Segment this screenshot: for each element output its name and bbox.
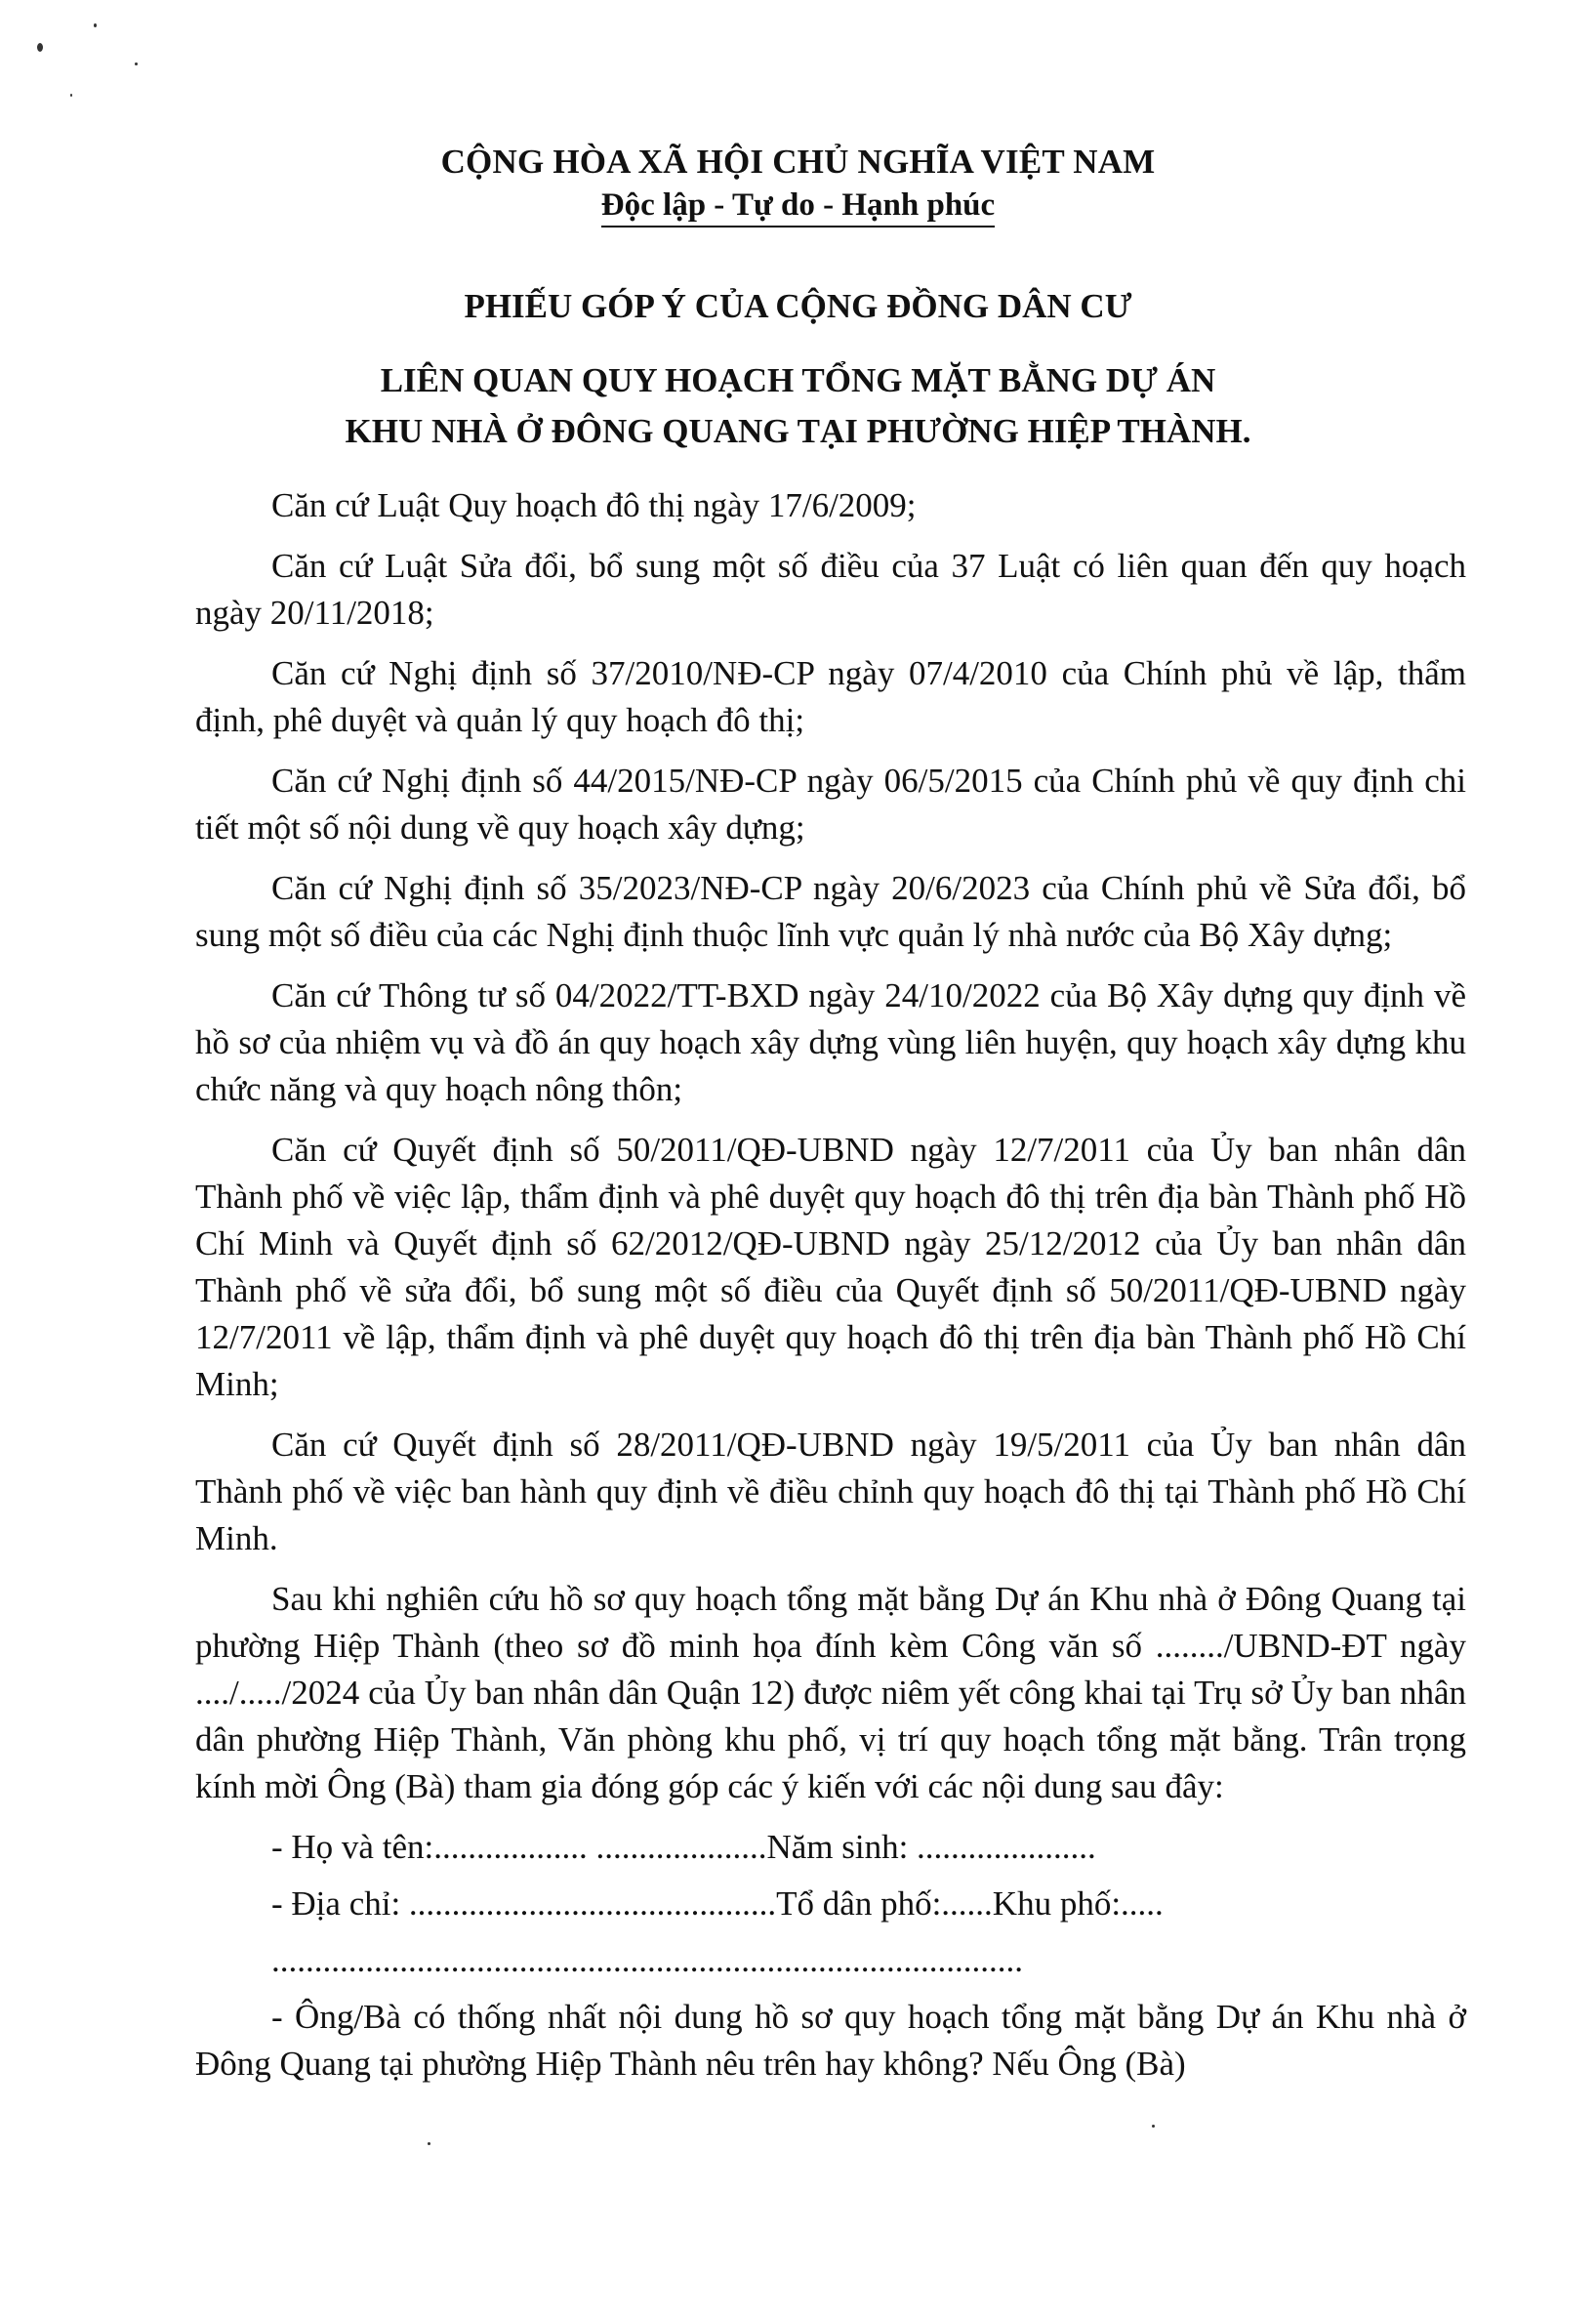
form-title: PHIẾU GÓP Ý CỦA CỘNG ĐỒNG DÂN CƯ: [464, 287, 1132, 325]
scan-speck: [135, 62, 138, 65]
legal-basis-paragraph: Căn cứ Thông tư số 04/2022/TT-BXD ngày 24/10/2022 của Bộ Xây dựng quy định về hồ sơ của nhiệm vụ và đồ án quy hoạch xây dựng vùng liên huyện, quy hoạch xây dựng khu chức năng và quy hoạch nông thôn;: [195, 976, 1466, 1108]
invitation-paragraph: Sau khi nghiên cứu hồ sơ quy hoạch tổng mặt bằng Dự án Khu nhà ở Đông Quang tại phường Hiệp Thành (theo sơ đồ minh họa đính kèm Công văn số ......../UBND-ĐT ngày ..../...../2024 của Ủy ban nhân dân Quận 12) được niêm yết công khai tại Trụ sở Ủy ban nhân dân phường Hiệp Thành, Văn phòng khu phố, vị trí quy hoạch tổng mặt bằng. Trân trọng kính mời Ông (Bà) tham gia đóng góp các ý kiến với các nội dung sau đây:: [195, 1580, 1466, 1805]
legal-basis-paragraph: Căn cứ Luật Sửa đổi, bổ sung một số điều của 37 Luật có liên quan đến quy hoạch ngày 20/11/2018;: [195, 547, 1466, 632]
legal-basis-paragraph: Căn cứ Luật Quy hoạch đô thị ngày 17/6/2009;: [271, 486, 917, 524]
form-subtitle-line2: KHU NHÀ Ở ĐÔNG QUANG TẠI PHƯỜNG HIỆP THÀNH.: [345, 412, 1251, 450]
motto-heading: [0, 187, 1596, 228]
question-paragraph: - Ông/Bà có thống nhất nội dung hồ sơ quy hoạch tổng mặt bằng Dự án Khu nhà ở Đông Quang tại phường Hiệp Thành nêu trên hay không? Nếu Ông (Bà): [195, 1998, 1466, 2083]
address-field-line[interactable]: - Địa chỉ: ...........................................Tổ dân phố:......Khu phố:.....: [271, 1884, 1164, 1923]
legal-basis-paragraph: Căn cứ Nghị định số 44/2015/NĐ-CP ngày 06/5/2015 của Chính phủ về quy định chi tiết một số nội dung về quy hoạch xây dựng;: [195, 762, 1466, 847]
scan-speck: [428, 2142, 430, 2145]
form-subtitle-line1: LIÊN QUAN QUY HOẠCH TỔNG MẶT BẰNG DỰ ÁN: [380, 361, 1216, 399]
blank-fill-line[interactable]: ........................................................................................: [271, 1941, 1023, 1979]
scan-speck: [70, 94, 72, 97]
legal-basis-paragraph: Căn cứ Quyết định số 50/2011/QĐ-UBND ngày 12/7/2011 của Ủy ban nhân dân Thành phố về việc lập, thẩm định và phê duyệt quy hoạch đô thị trên địa bàn Thành phố Hồ Chí Minh và Quyết định số 62/2012/QĐ-UBND ngày 25/12/2012 của Ủy ban nhân dân Thành phố về sửa đổi, bổ sung một số điều của Quyết định số 50/2011/QĐ-UBND ngày 12/7/2011 về lập, thẩm định và phê duyệt quy hoạch đô thị trên địa bàn Thành phố Hồ Chí Minh;: [195, 1131, 1466, 1403]
motto-text: Độc lập - Tự do - Hạnh phúc: [601, 187, 995, 228]
legal-basis-paragraph: Căn cứ Quyết định số 28/2011/QĐ-UBND ngày 19/5/2011 của Ủy ban nhân dân Thành phố về việc ban hành quy định về điều chỉnh quy hoạch đô thị tại Thành phố Hồ Chí Minh.: [195, 1426, 1466, 1557]
name-field-line[interactable]: - Họ và tên:.................. ....................Năm sinh: .....................: [271, 1828, 1096, 1866]
scan-speck: [94, 23, 97, 27]
document-body: [195, 482, 1466, 2101]
scan-speck: [37, 43, 43, 52]
country-heading: CỘNG HÒA XÃ HỘI CHỦ NGHĨA VIỆT NAM: [440, 143, 1156, 181]
scan-speck: [1152, 2125, 1155, 2128]
legal-basis-paragraph: Căn cứ Nghị định số 35/2023/NĐ-CP ngày 20/6/2023 của Chính phủ về Sửa đổi, bổ sung một số điều của các Nghị định thuộc lĩnh vực quản lý nhà nước của Bộ Xây dựng;: [195, 869, 1466, 954]
legal-basis-paragraph: Căn cứ Nghị định số 37/2010/NĐ-CP ngày 07/4/2010 của Chính phủ về lập, thẩm định, phê duyệt và quản lý quy hoạch đô thị;: [195, 654, 1466, 739]
